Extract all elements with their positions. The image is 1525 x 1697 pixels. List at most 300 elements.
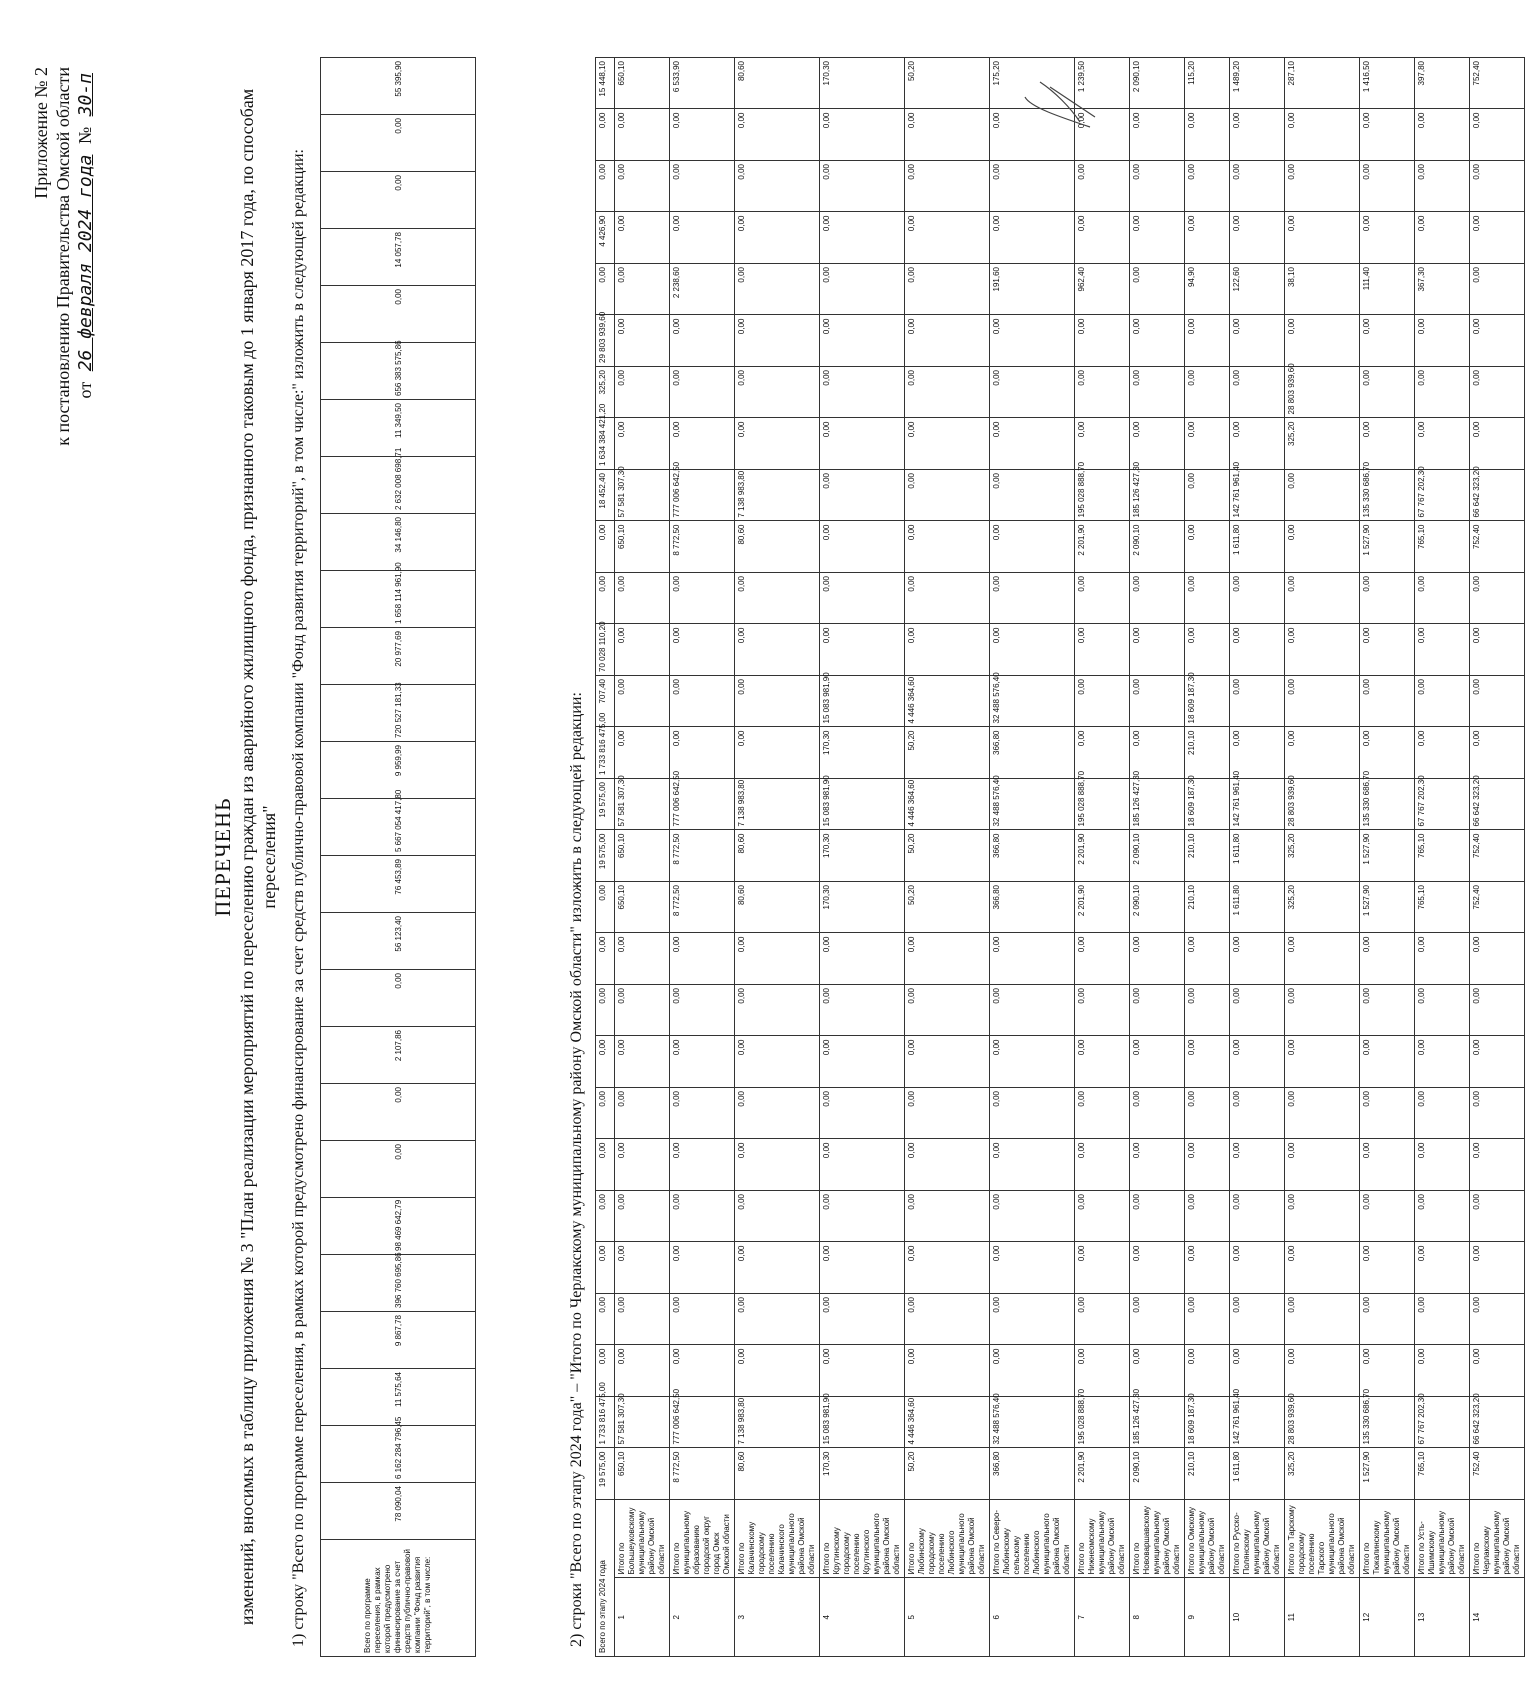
- table-cell: 0,00: [1130, 264, 1185, 316]
- table-cell: 0,00: [1285, 315, 1360, 367]
- table-cell: 0,00: [1185, 1294, 1230, 1346]
- row-label: Итого по Русско-Полянскому муниципальному району Омской области: [1230, 1500, 1285, 1579]
- table-cell: 195 028 888,70: [1075, 470, 1130, 522]
- table-cell: 0,00: [1470, 109, 1525, 161]
- table-cell: 0,00: [1185, 521, 1230, 573]
- row-label: Итого по Тарскому городскому поселению Тарского муниципального района Омской области: [1285, 1500, 1360, 1579]
- table-cell: 2 238,60: [670, 264, 735, 316]
- table-cell: 0,00: [990, 1242, 1075, 1294]
- table-cell: 135 330 686,70: [1360, 779, 1415, 831]
- program-total-table: [320, 57, 476, 1657]
- row-label: Всего по этапу 2024 года: [596, 1500, 615, 1657]
- table-cell: 366,80: [990, 830, 1075, 882]
- table-cell: 0,00: [670, 212, 735, 264]
- table-row: [1230, 58, 1285, 1657]
- table-cell: 0,00: [820, 161, 905, 213]
- table-cell: 0,00: [1075, 1294, 1130, 1346]
- table-cell: 0,00: [1075, 727, 1130, 779]
- table-cell: 0,00: [1470, 367, 1525, 419]
- table-cell: 0,00: [615, 676, 670, 728]
- table-cell: 0,00: [1075, 1242, 1130, 1294]
- table-cell: 752,40: [1470, 521, 1525, 573]
- table-cell: 0,00: [1285, 727, 1360, 779]
- table-cell: 2 632 008 698,71: [321, 457, 476, 514]
- table-cell: 765,10: [1415, 882, 1470, 934]
- table-cell: 0,00: [1360, 1036, 1415, 1088]
- table-cell: 0,00: [990, 1139, 1075, 1191]
- table-cell: 4 426,90: [596, 212, 615, 264]
- table-cell: 0,00: [905, 109, 990, 161]
- table-cell: 0,00: [1415, 933, 1470, 985]
- table-cell: 0,00: [1285, 1191, 1360, 1243]
- table-cell: 0,00: [1470, 1191, 1525, 1243]
- table-cell: 15 448,10: [596, 58, 615, 110]
- table-cell: 32 488 576,40: [990, 676, 1075, 728]
- table-cell: 0,00: [1360, 109, 1415, 161]
- table-cell: 0,00: [1130, 212, 1185, 264]
- table-cell: 0,00: [1415, 212, 1470, 264]
- table-cell: 0,00: [990, 1088, 1075, 1140]
- table-cell: 0,00: [1130, 1191, 1185, 1243]
- table-cell: 15 083 981,90: [820, 1397, 905, 1449]
- table-cell: 366,80: [990, 882, 1075, 934]
- table-row: [1075, 58, 1130, 1657]
- table-cell: 0,00: [1470, 985, 1525, 1037]
- table-cell: 0,00: [735, 1139, 820, 1191]
- table-cell: 0,00: [820, 1294, 905, 1346]
- table-cell: 80,60: [735, 58, 820, 110]
- table-cell: 0,00: [1360, 212, 1415, 264]
- table-cell: 325,20: [596, 367, 615, 419]
- table-cell: 0,00: [990, 985, 1075, 1037]
- table-cell: 0,00: [735, 264, 820, 316]
- table-cell: 7 138 983,80: [735, 1397, 820, 1449]
- table-cell: 0,00: [615, 418, 670, 470]
- table-cell: 28 803 939,60: [1285, 367, 1360, 419]
- table-cell: 0,00: [820, 573, 905, 625]
- table-cell: 720 527 181,33: [321, 685, 476, 742]
- table-cell: 170,30: [820, 58, 905, 110]
- table-cell: 0,00: [1185, 470, 1230, 522]
- table-cell: 0,00: [615, 315, 670, 367]
- resolution-date-line: [74, 67, 97, 446]
- table-cell: 0,00: [596, 109, 615, 161]
- table-cell: 0,00: [1470, 1036, 1525, 1088]
- table-cell: 1 489,20: [1230, 58, 1285, 110]
- table-cell: 0,00: [1130, 1294, 1185, 1346]
- change-item-2: 2) строки "Всего по этапу 2024 года" – "Итого по Черлакскому муниципальному району Омской области" изложить в следующей редакции:: [568, 692, 585, 1647]
- table-cell: 0,00: [735, 676, 820, 728]
- table-row: [905, 58, 990, 1657]
- table-cell: 0,00: [1130, 1036, 1185, 1088]
- table-cell: 0,00: [1415, 315, 1470, 367]
- table-row: [1360, 58, 1415, 1657]
- table-cell: 170,30: [820, 830, 905, 882]
- table-cell: 1 634 384 421,20: [596, 418, 615, 470]
- table-cell: 0,00: [1285, 212, 1360, 264]
- table-cell: 8 772,50: [670, 830, 735, 882]
- table-cell: 0,00: [820, 985, 905, 1037]
- table-cell: 2 201,90: [1075, 830, 1130, 882]
- table-cell: 0,00: [1185, 418, 1230, 470]
- table-cell: 0,00: [1075, 1036, 1130, 1088]
- table-cell: 0,00: [820, 1036, 905, 1088]
- row-number: 1: [615, 1578, 670, 1657]
- table-cell: 0,00: [596, 264, 615, 316]
- table-cell: 1 733 816 475,00: [596, 727, 615, 779]
- table-cell: 0,00: [1230, 727, 1285, 779]
- table-cell: 0,00: [905, 315, 990, 367]
- table-cell: 0,00: [1230, 1191, 1285, 1243]
- table-cell: 0,00: [1075, 1088, 1130, 1140]
- table-cell: 135 330 686,70: [1360, 470, 1415, 522]
- table-cell: 0,00: [1360, 676, 1415, 728]
- table-cell: 325,20: [1285, 418, 1360, 470]
- row-label: Всего по программе переселения, в рамках которой предусмотрено финансирование за счет средств публично-правовой компании "Фонд развития территорий", в том числе:: [321, 1540, 476, 1657]
- table-cell: 0,00: [1185, 109, 1230, 161]
- table-cell: 0,00: [1470, 624, 1525, 676]
- table-cell: 0,00: [1185, 1139, 1230, 1191]
- table-cell: 366,80: [990, 1448, 1075, 1500]
- table-cell: 0,00: [1285, 1345, 1360, 1397]
- table-cell: 0,00: [1470, 933, 1525, 985]
- row-number: 5: [905, 1578, 990, 1657]
- table-cell: 0,00: [615, 624, 670, 676]
- row-number: 12: [1360, 1578, 1415, 1657]
- table-cell: 2 201,90: [1075, 882, 1130, 934]
- table-cell: 0,00: [990, 1345, 1075, 1397]
- table-cell: 0,00: [1130, 933, 1185, 985]
- table-cell: 0,00: [1075, 418, 1130, 470]
- table-cell: 19 575,00: [596, 1448, 615, 1500]
- table-cell: 0,00: [905, 1191, 990, 1243]
- table-cell: 56 123,40: [321, 913, 476, 970]
- table-cell: 0,00: [735, 315, 820, 367]
- table-cell: 777 006 642,50: [670, 470, 735, 522]
- table-cell: 0,00: [596, 985, 615, 1037]
- table-cell: 142 761 961,40: [1230, 470, 1285, 522]
- table-cell: 0,00: [1470, 1345, 1525, 1397]
- row-label: Итого по Усть-Ишимскому муниципальному району Омской области: [1415, 1500, 1470, 1579]
- table-cell: 2 090,10: [1130, 882, 1185, 934]
- table-cell: 0,00: [735, 161, 820, 213]
- table-cell: 0,00: [1415, 573, 1470, 625]
- table-cell: 0,00: [1230, 315, 1285, 367]
- table-cell: 0,00: [1130, 1242, 1185, 1294]
- table-cell: 0,00: [1230, 933, 1285, 985]
- table-cell: 0,00: [735, 1036, 820, 1088]
- table-cell: 135 330 686,70: [1360, 1397, 1415, 1449]
- table-cell: 0,00: [735, 1294, 820, 1346]
- stage-2024-table: [595, 57, 1525, 1657]
- table-cell: 6 533,90: [670, 58, 735, 110]
- table-cell: 0,00: [615, 1088, 670, 1140]
- table-cell: 0,00: [1230, 1345, 1285, 1397]
- table-cell: 1 611,80: [1230, 521, 1285, 573]
- table-cell: 0,00: [735, 1191, 820, 1243]
- table-cell: 9 867,78: [321, 1312, 476, 1369]
- table-cell: 0,00: [596, 1036, 615, 1088]
- table-cell: 0,00: [596, 521, 615, 573]
- table-cell: 0,00: [1230, 161, 1285, 213]
- table-cell: 0,00: [1470, 1088, 1525, 1140]
- table-cell: 0,00: [596, 1242, 615, 1294]
- table-cell: 5 667 054 417,80: [321, 799, 476, 856]
- table-cell: 0,00: [1185, 1345, 1230, 1397]
- table-cell: 20 977,69: [321, 628, 476, 685]
- table-cell: 0,00: [1285, 1294, 1360, 1346]
- table-cell: 0,00: [990, 161, 1075, 213]
- table-cell: 57 581 307,30: [615, 779, 670, 831]
- table-cell: 0,00: [990, 109, 1075, 161]
- table-cell: 0,00: [1075, 367, 1130, 419]
- date-prefix: от: [75, 381, 95, 399]
- table-cell: 195 028 888,70: [1075, 1397, 1130, 1449]
- table-cell: 0,00: [1360, 1139, 1415, 1191]
- row-number: 6: [990, 1578, 1075, 1657]
- table-cell: 1 527,90: [1360, 1448, 1415, 1500]
- table-cell: 0,00: [615, 1242, 670, 1294]
- table-cell: 650,10: [615, 521, 670, 573]
- table-cell: 0,00: [1285, 521, 1360, 573]
- table-cell: 0,00: [905, 161, 990, 213]
- table-cell: 111,40: [1360, 264, 1415, 316]
- table-cell: 0,00: [1185, 315, 1230, 367]
- table-cell: 1 239,50: [1075, 58, 1130, 110]
- table-cell: 1 611,80: [1230, 882, 1285, 934]
- table-cell: 0,00: [1285, 573, 1360, 625]
- table-cell: 650,10: [615, 882, 670, 934]
- table-cell: 0,00: [820, 933, 905, 985]
- table-cell: 0,00: [670, 367, 735, 419]
- table-cell: 0,00: [1130, 573, 1185, 625]
- table-cell: 0,00: [905, 212, 990, 264]
- table-cell: 0,00: [615, 1191, 670, 1243]
- table-cell: 0,00: [670, 1242, 735, 1294]
- table-cell: 0,00: [1360, 727, 1415, 779]
- row-label: Итого по Нижнеомскому муниципальному району Омской области: [1075, 1500, 1130, 1579]
- table-cell: 962,40: [1075, 264, 1130, 316]
- table-cell: 0,00: [596, 882, 615, 934]
- table-cell: 0,00: [321, 172, 476, 229]
- table-cell: 287,10: [1285, 58, 1360, 110]
- table-cell: 1 611,80: [1230, 1448, 1285, 1500]
- table-cell: 170,30: [820, 882, 905, 934]
- row-number: 11: [1285, 1578, 1360, 1657]
- table-cell: 0,00: [670, 676, 735, 728]
- table-cell: 0,00: [735, 573, 820, 625]
- table-cell: 0,00: [1415, 1345, 1470, 1397]
- table-cell: 0,00: [1130, 1139, 1185, 1191]
- table-cell: 15 083 981,90: [820, 779, 905, 831]
- table-cell: 0,00: [670, 1139, 735, 1191]
- table-cell: 0,00: [1415, 1191, 1470, 1243]
- table-cell: 55 395,90: [321, 58, 476, 115]
- table-cell: 66 642 323,20: [1470, 1397, 1525, 1449]
- table-cell: 0,00: [1470, 315, 1525, 367]
- table-cell: 0,00: [1415, 727, 1470, 779]
- table-cell: 1 527,90: [1360, 882, 1415, 934]
- table-cell: 2 090,10: [1130, 1448, 1185, 1500]
- table-cell: 752,40: [1470, 58, 1525, 110]
- table-cell: 4 446 364,60: [905, 676, 990, 728]
- table-cell: 0,00: [1130, 676, 1185, 728]
- table-cell: 0,00: [1185, 933, 1230, 985]
- table-row: [1130, 58, 1185, 1657]
- table-cell: 0,00: [596, 573, 615, 625]
- resolution-date: 26 февраля 2024 года: [75, 154, 96, 372]
- appendix-header: [30, 67, 97, 446]
- table-cell: 175,20: [990, 58, 1075, 110]
- row-number: 9: [1185, 1578, 1230, 1657]
- row-number: 10: [1230, 1578, 1285, 1657]
- table-cell: 0,00: [321, 1084, 476, 1141]
- table-cell: 0,00: [735, 624, 820, 676]
- table-cell: 0,00: [670, 727, 735, 779]
- table-cell: 11 349,50: [321, 400, 476, 457]
- table-cell: 0,00: [1285, 1036, 1360, 1088]
- table-cell: 367,30: [1415, 264, 1470, 316]
- table-cell: 0,00: [1185, 212, 1230, 264]
- table-cell: 650,10: [615, 1448, 670, 1500]
- row-number: 14: [1470, 1578, 1525, 1657]
- table-cell: 650,10: [615, 830, 670, 882]
- table-cell: 0,00: [670, 985, 735, 1037]
- table-row: [670, 58, 735, 1657]
- table-cell: 94,90: [1185, 264, 1230, 316]
- table-cell: 57 581 307,30: [615, 1397, 670, 1449]
- row-label: Итого по Калачинскому городскому поселению Калачинского муниципального района Омской области: [735, 1500, 820, 1579]
- table-cell: 0,00: [905, 367, 990, 419]
- table-cell: 0,00: [990, 470, 1075, 522]
- table-cell: 0,00: [1470, 1139, 1525, 1191]
- table-row: [1285, 58, 1360, 1657]
- table-cell: 0,00: [1230, 676, 1285, 728]
- table-cell: 0,00: [735, 418, 820, 470]
- table-cell: 0,00: [670, 624, 735, 676]
- table-cell: 50,20: [905, 1448, 990, 1500]
- table-cell: 67 767 202,30: [1415, 470, 1470, 522]
- table-cell: 325,20: [1285, 830, 1360, 882]
- table-cell: 0,00: [596, 933, 615, 985]
- table-cell: 0,00: [1075, 676, 1130, 728]
- table-cell: 29 803 939,60: [596, 315, 615, 367]
- table-cell: 0,00: [820, 470, 905, 522]
- table-cell: 0,00: [1075, 161, 1130, 213]
- table-cell: 0,00: [1415, 161, 1470, 213]
- table-cell: 650,10: [615, 58, 670, 110]
- table-cell: 0,00: [615, 109, 670, 161]
- table-cell: 0,00: [670, 1036, 735, 1088]
- doc-subtitle: изменений, вносимых в таблицу приложения № 3 "План реализации мероприятий по переселению граждан из аварийного жилищного фонда, признанного таковым до 1 января 2017 года, по способам переселения": [237, 88, 279, 1626]
- row-number: 8: [1130, 1578, 1185, 1657]
- table-cell: 32 488 576,40: [990, 779, 1075, 831]
- row-number: 7: [1075, 1578, 1130, 1657]
- table-cell: 777 006 642,50: [670, 779, 735, 831]
- table-cell: 0,00: [1185, 573, 1230, 625]
- table-cell: 1 658 114 961,90: [321, 571, 476, 628]
- table-cell: 0,00: [1415, 367, 1470, 419]
- table-cell: 0,00: [905, 1139, 990, 1191]
- number-prefix: №: [75, 126, 95, 145]
- table-cell: 0,00: [735, 985, 820, 1037]
- table-cell: 80,60: [735, 1448, 820, 1500]
- table-cell: 7 138 983,80: [735, 779, 820, 831]
- table-cell: 6 162 284 796,45: [321, 1426, 476, 1483]
- table-cell: 2 201,90: [1075, 521, 1130, 573]
- table-cell: 0,00: [990, 1294, 1075, 1346]
- table-cell: 80,60: [735, 521, 820, 573]
- table-cell: 57 581 307,30: [615, 470, 670, 522]
- table-cell: 28 803 939,60: [1285, 1397, 1360, 1449]
- table-cell: 0,00: [1075, 1345, 1130, 1397]
- table-cell: 752,40: [1470, 882, 1525, 934]
- table-cell: 0,00: [990, 624, 1075, 676]
- table-cell: 0,00: [820, 418, 905, 470]
- table-cell: 195 028 888,70: [1075, 779, 1130, 831]
- table-cell: 0,00: [1230, 573, 1285, 625]
- table-cell: 0,00: [1470, 161, 1525, 213]
- table-cell: 0,00: [670, 418, 735, 470]
- table-cell: 0,00: [990, 1036, 1075, 1088]
- table-row: [1470, 58, 1525, 1657]
- table-cell: 0,00: [905, 1294, 990, 1346]
- row-number: 3: [735, 1578, 820, 1657]
- table-cell: 0,00: [1415, 624, 1470, 676]
- table-cell: 18 452,40: [596, 470, 615, 522]
- table-cell: 325,20: [1285, 882, 1360, 934]
- table-cell: 0,00: [1230, 109, 1285, 161]
- table-cell: 0,00: [1075, 624, 1130, 676]
- table-cell: 0,00: [905, 264, 990, 316]
- table-cell: 0,00: [1360, 1242, 1415, 1294]
- table-cell: 142 761 961,40: [1230, 1397, 1285, 1449]
- table-cell: 0,00: [1130, 727, 1185, 779]
- table-cell: 14 057,78: [321, 229, 476, 286]
- table-cell: 0,00: [1185, 624, 1230, 676]
- table-cell: 191,60: [990, 264, 1075, 316]
- table-cell: 0,00: [820, 521, 905, 573]
- table-cell: 0,00: [670, 315, 735, 367]
- table-cell: 78 090,04: [321, 1483, 476, 1540]
- table-cell: 0,00: [321, 115, 476, 172]
- table-cell: 0,00: [1185, 1036, 1230, 1088]
- table-cell: 0,00: [820, 1088, 905, 1140]
- table-cell: 0,00: [1230, 212, 1285, 264]
- row-label: Итого по Омскому муниципальному району Омской области: [1185, 1500, 1230, 1579]
- table-cell: 752,40: [1470, 1448, 1525, 1500]
- table-cell: 0,00: [1075, 109, 1130, 161]
- table-cell: 0,00: [820, 212, 905, 264]
- table-row: [735, 58, 820, 1657]
- table-cell: 0,00: [596, 161, 615, 213]
- table-cell: 8 772,50: [670, 1448, 735, 1500]
- table-row: [820, 58, 905, 1657]
- table-cell: 0,00: [1470, 1294, 1525, 1346]
- table-cell: 0,00: [596, 1139, 615, 1191]
- appendix-number: Приложение № 2: [31, 67, 51, 199]
- table-cell: 0,00: [670, 109, 735, 161]
- table-cell: 0,00: [1075, 315, 1130, 367]
- table-cell: 0,00: [1360, 985, 1415, 1037]
- table-cell: 0,00: [820, 109, 905, 161]
- table-cell: 0,00: [735, 933, 820, 985]
- row-label: Итого по Тюкалинскому муниципальному району Омской области: [1360, 1500, 1415, 1579]
- table-cell: 7 138 983,80: [735, 470, 820, 522]
- row-number: 13: [1415, 1578, 1470, 1657]
- table-cell: 76 453,89: [321, 856, 476, 913]
- table-cell: 115,20: [1185, 58, 1230, 110]
